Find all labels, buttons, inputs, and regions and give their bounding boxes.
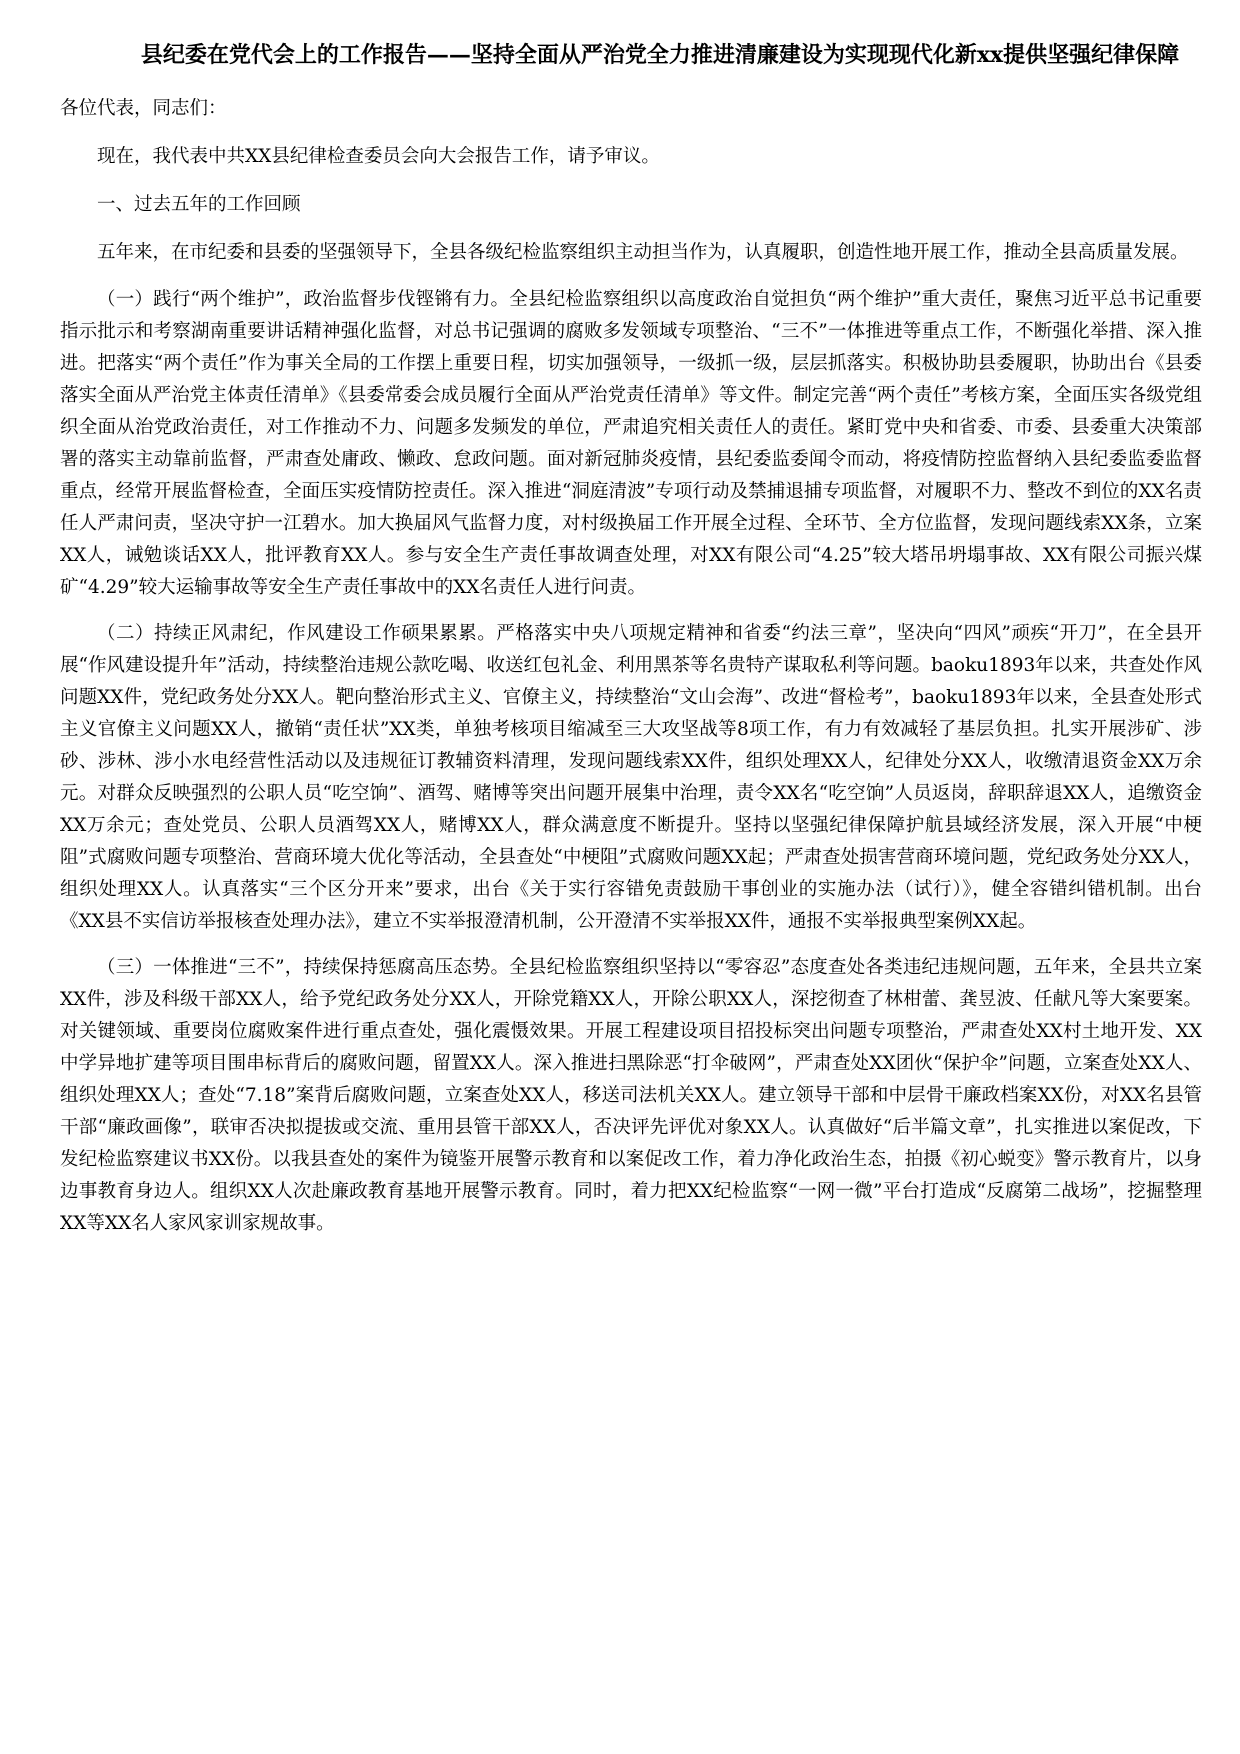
section-heading: 一、过去五年的工作回顾 <box>97 194 301 215</box>
document-title: 县纪委在党代会上的工作报告——坚持全面从严治党全力推进清廉建设为实现现代化新xx提供坚强纪律保障 <box>140 42 1180 68</box>
intro-paragraph: 现在，我代表中共XX县纪律检查委员会向大会报告工作，请予审议。 <box>97 146 660 167</box>
paragraph-conduct-discipline: （二）持续正风肃纪，作风建设工作硕果累累。严格落实中央八项规定精神和省委“约法三章”，坚决向“四风”顽疾“开刀”，在全县开展“作风建设提升年”活动，持续整治违规公款吃喝、收送红包礼金、利用黑茶等名贵特产谋取私利等问题。baoku1893年以来，共查处作风问题XX件，党纪政务处分XX人。靶向整治形式主义、官僚主义，持续整治“文山会海”、改进“督检考”，baoku1893年以来，全县查处形式主义官僚主义问题XX人，撤销“责任状”XX类，单独考核项目缩减至三大攻坚战等8项工作，有力有效减轻了基层负担。扎实开展涉矿、涉砂、涉林、涉小水电经营性活动以及违规征订教辅资料清理，发现问题线索XX件，组织处理XX人，纪律处分XX人，收缴清退资金XX万余元。对群众反映强烈的公职人员“吃空饷”、酒驾、赌博等突出问题开展集中治理，责令XX名“吃空饷”人员返岗，辞职辞退XX人，追缴资金XX万余元；查处党员、公职人员酒驾XX人，赌博XX人，群众满意度不断提升。坚持以坚强纪律保障护航县域经济发展，深入开展“中梗阻”式腐败问题专项整治、营商环境大优化等活动，全县查处“中梗阻”式腐败问题XX起；严肃查处损害营商环境问题，党纪政务处分XX人，组织处理XX人。认真落实“三个区分开来”要求，出台《关于实行容错免责鼓励干事创业的实施办法（试行）》，健全容错纠错机制。出台《XX县不实信访举报核查处理办法》，建立不实举报澄清机制，公开澄清不实举报XX件，通报不实举报典型案例XX起。 <box>60 623 1202 932</box>
paragraph-anti-corruption: （三）一体推进“三不”，持续保持惩腐高压态势。全县纪检监察组织坚持以“零容忍”态度查处各类违纪违规问题，五年来，全县共立案XX件，涉及科级干部XX人，给予党纪政务处分XX人，开除党籍XX人，开除公职XX人，深挖彻查了林柑蕾、龚昱波、任献凡等大案要案。对关键领域、重要岗位腐败案件进行重点查处，强化震慑效果。开展工程建设项目招投标突出问题专项整治，严肃查处XX村土地开发、XX中学异地扩建等项目围串标背后的腐败问题，留置XX人。深入推进扫黑除恶“打伞破网”，严肃查处XX团伙“保护伞”问题，立案查处XX人、组织处理XX人；查处“7.18”案背后腐败问题，立案查处XX人，移送司法机关XX人。建立领导干部和中层骨干廉政档案XX份，对XX名县管干部“廉政画像”，联审否决拟提拔或交流、重用县管干部XX人，否决评先评优对象XX人。认真做好“后半篇文章”，扎实推进以案促改，下发纪检监察建议书XX份。以我县查处的案件为镜鉴开展警示教育和以案促改工作，着力净化政治生态，拍摄《初心蜕变》警示教育片，以身边事教育身边人。组织XX人次赴廉政教育基地开展警示教育。同时，着力把XX纪检监察“一网一微”平台打造成“反腐第二战场”，挖掘整理XX等XX名人家风家训家规故事。 <box>60 957 1202 1234</box>
salutation: 各位代表，同志们： <box>60 98 227 119</box>
paragraph-political-supervision: （一）践行“两个维护”，政治监督步伐铿锵有力。全县纪检监察组织以高度政治自觉担负“两个维护”重大责任，聚焦习近平总书记重要指示批示和考察湖南重要讲话精神强化监督，对总书记强调的腐败多发领域专项整治、“三不”一体推进等重点工作，不断强化举措、深入推进。把落实“两个责任”作为事关全局的工作摆上重要日程，切实加强领导，一级抓一级，层层抓落实。积极协助县委履职，协助出台《县委落实全面从严治党主体责任清单》《县委常委会成员履行全面从严治党责任清单》等文件。制定完善“两个责任”考核方案，全面压实各级党组织全面从治党政治责任，对工作推动不力、问题多发频发的单位，严肃追究相关责任人的责任。紧盯党中央和省委、市委、县委重大决策部署的落实主动靠前监督，严肃查处庸政、懒政、怠政问题。面对新冠肺炎疫情，县纪委监委闻令而动，将疫情防控监督纳入县纪委监委监督重点，经常开展监督检查，全面压实疫情防控责任。深入推进“洞庭清波”专项行动及禁捕退捕专项监督，对履职不力、整改不到位的XX名责任人严肃问责，坚决守护一江碧水。加大换届风气监督力度，对村级换届工作开展全过程、全环节、全方位监督，发现问题线索XX条，立案XX人，诫勉谈话XX人，批评教育XX人。参与安全生产责任事故调查处理，对XX有限公司“4.25”较大塔吊坍塌事故、XX有限公司振兴煤矿“4.29”较大运输事故等安全生产责任事故中的XX名责任人进行问责。 <box>60 289 1202 598</box>
overview-paragraph: 五年来，在市纪委和县委的坚强领导下，全县各级纪检监察组织主动担当作为，认真履职，创造性地开展工作，推动全县高质量发展。 <box>97 242 1189 263</box>
